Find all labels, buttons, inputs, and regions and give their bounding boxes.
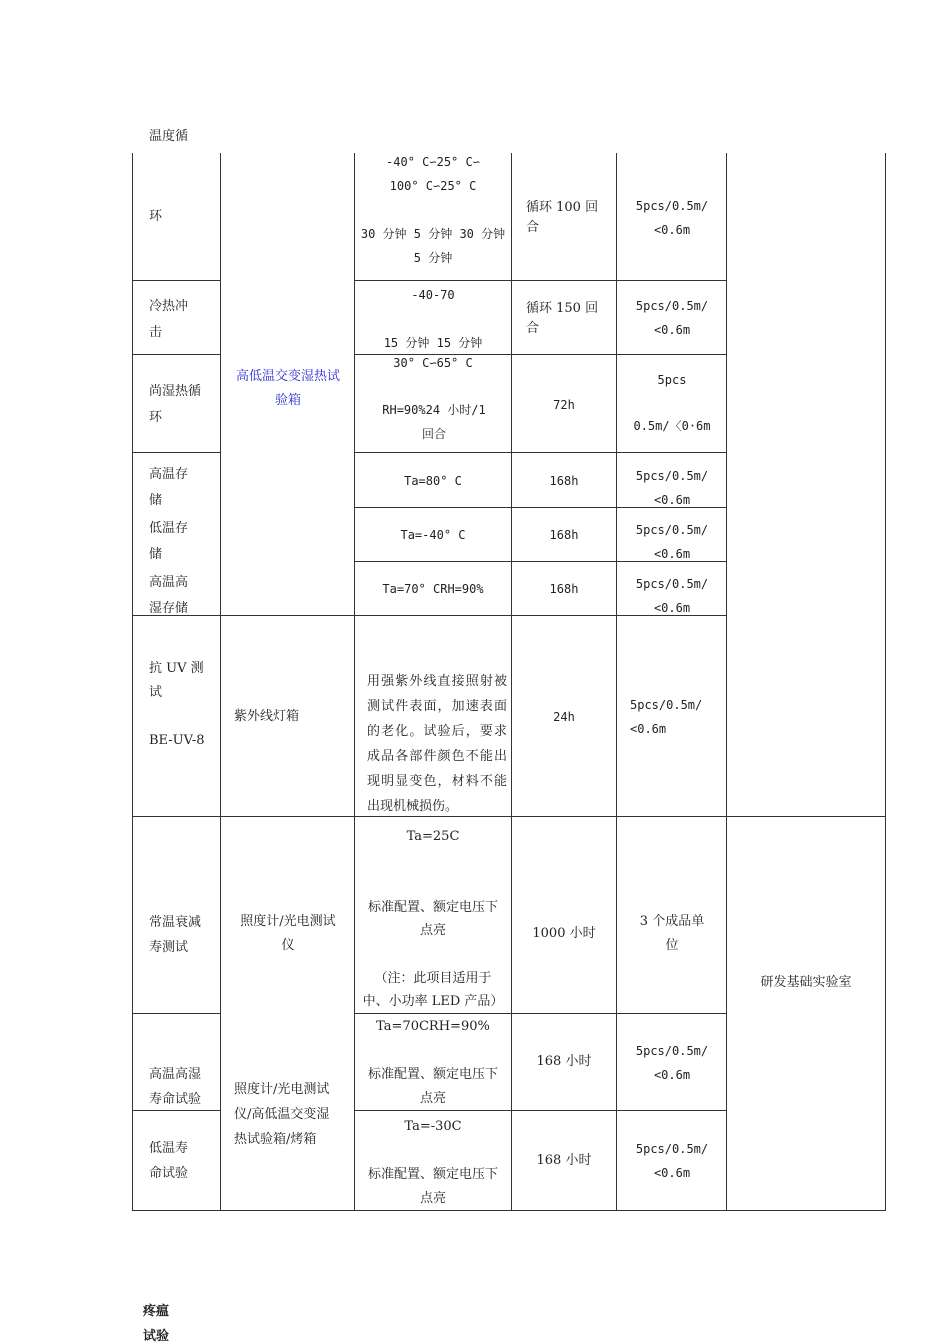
thermal-shock-duration: 循环 150 回 合 xyxy=(526,301,599,336)
chamber-equipment: 高低温交变湿热试 验箱 xyxy=(235,369,340,408)
uv-duration: 24h xyxy=(553,710,575,724)
temp-cycle-duration: 循环 100 回 合 xyxy=(526,200,599,235)
lab-name: 研发基础实验室 xyxy=(760,975,852,990)
room-temp-life-sample: 3 个成品单 位 xyxy=(639,914,705,953)
low-temp-storage-sample: 5pcs/0.5m/ <0.6m xyxy=(635,523,709,561)
thermal-shock-condition: -40-70 15 分钟 15 分钟 xyxy=(383,288,483,350)
thermal-shock-item: 冷热冲 击 xyxy=(149,299,189,340)
humid-storage-condition: Ta=70° CRH=90% xyxy=(382,582,484,596)
low-temp-life-duration: 168 小时 xyxy=(536,1153,592,1168)
grid-h-354a xyxy=(132,354,221,355)
grid-h-816 xyxy=(132,816,886,817)
grid-v-6 xyxy=(885,153,886,1211)
grid-h-280a xyxy=(132,280,221,281)
humid-cycle-duration: 72h xyxy=(553,398,575,412)
high-temp-storage-duration: 168h xyxy=(549,474,579,488)
grid-v-2 xyxy=(354,153,355,1211)
room-temp-life-item: 常温衰减 寿测试 xyxy=(149,915,202,955)
uv-sample: 5pcs/0.5m/ <0.6m xyxy=(630,698,703,736)
grid-v-5 xyxy=(726,153,727,1211)
high-temp-storage-sample: 5pcs/0.5m/ <0.6m xyxy=(635,469,709,507)
footer-heading-line2: 试验 xyxy=(143,1329,170,1344)
humid-cycle-condition-2: RH=90%24 小时/1 回合 xyxy=(382,403,486,441)
uv-equipment: 紫外线灯箱 xyxy=(234,709,300,724)
temp-cycle-condition: -40° C∽25° C∽ 100° C∽25° C 30 分钟 5 分钟 30 分钟 5 分钟 xyxy=(360,155,506,265)
grid-h-452a xyxy=(132,452,221,453)
room-temp-life-equipment: 照度计/光电测试 仪 xyxy=(240,914,336,953)
humid-cycle-item: 尚湿热循 环 xyxy=(149,384,202,425)
grid-h-280b xyxy=(354,280,727,281)
temp-cycle-item-bottom: 环 xyxy=(149,209,163,224)
temp-cycle-sample: 5pcs/0.5m/ <0.6m xyxy=(635,199,709,237)
high-temp-storage-condition: Ta=80° C xyxy=(404,474,462,488)
footer-heading-line1: 疼瘟 xyxy=(143,1304,170,1319)
grid-v-0 xyxy=(132,153,133,1211)
low-temp-life-condition: Ta=-30C 标准配置、额定电压下 点亮 xyxy=(367,1119,498,1206)
grid-h-452b xyxy=(354,452,727,453)
humid-storage-duration: 168h xyxy=(549,582,579,596)
high-humid-life-item: 高温高湿 寿命试验 xyxy=(149,1067,202,1107)
humid-cycle-sample: 5pcs 0.5m/〈0·6m xyxy=(633,373,711,433)
humid-storage-sample: 5pcs/0.5m/ <0.6m xyxy=(635,577,709,615)
grid-h-1013a xyxy=(132,1013,221,1014)
low-temp-life-sample: 5pcs/0.5m/ <0.6m xyxy=(635,1142,709,1180)
room-temp-life-condition: Ta=25C 标准配置、额定电压下 点亮 （注：此项目适用于 中、小功率 LED 产品） xyxy=(362,829,504,1010)
high-humid-life-condition: Ta=70CRH=90% 标准配置、额定电压下 点亮 xyxy=(367,1019,498,1106)
uv-condition: 用强紫外线直接照射被测试件表面，加速表面的老化。试验后，要求成品各部件颜色不能出现明显变色，材料不能出现机械损伤。 xyxy=(367,674,507,814)
temp-cycle-item-top: 温度循 xyxy=(149,129,189,144)
grid-v-4 xyxy=(616,153,617,1211)
low-temp-life-item: 低温寿 命试验 xyxy=(149,1141,189,1181)
high-humid-life-duration: 168 小时 xyxy=(536,1054,592,1069)
high-humid-life-sample: 5pcs/0.5m/ <0.6m xyxy=(635,1044,709,1082)
low-temp-storage-condition: Ta=-40° C xyxy=(400,528,466,542)
uv-item: 抗 UV 测 试 BE-UV-8 xyxy=(149,661,205,748)
thermal-shock-sample: 5pcs/0.5m/ <0.6m xyxy=(635,299,709,337)
humid-cycle-condition-1: 30° C∽65° C xyxy=(393,356,473,370)
grid-v-1 xyxy=(220,153,221,1211)
low-temp-storage-duration: 168h xyxy=(549,528,579,542)
humid-storage-item: 高温高 湿存储 xyxy=(149,575,189,616)
high-temp-storage-item: 高温存 储 xyxy=(149,467,189,508)
low-temp-storage-item: 低温存 储 xyxy=(149,521,189,562)
life-equipment: 照度计/光电测试 仪/高低温交变湿 热试验箱/烤箱 xyxy=(234,1082,330,1147)
room-temp-life-duration: 1000 小时 xyxy=(532,926,596,941)
